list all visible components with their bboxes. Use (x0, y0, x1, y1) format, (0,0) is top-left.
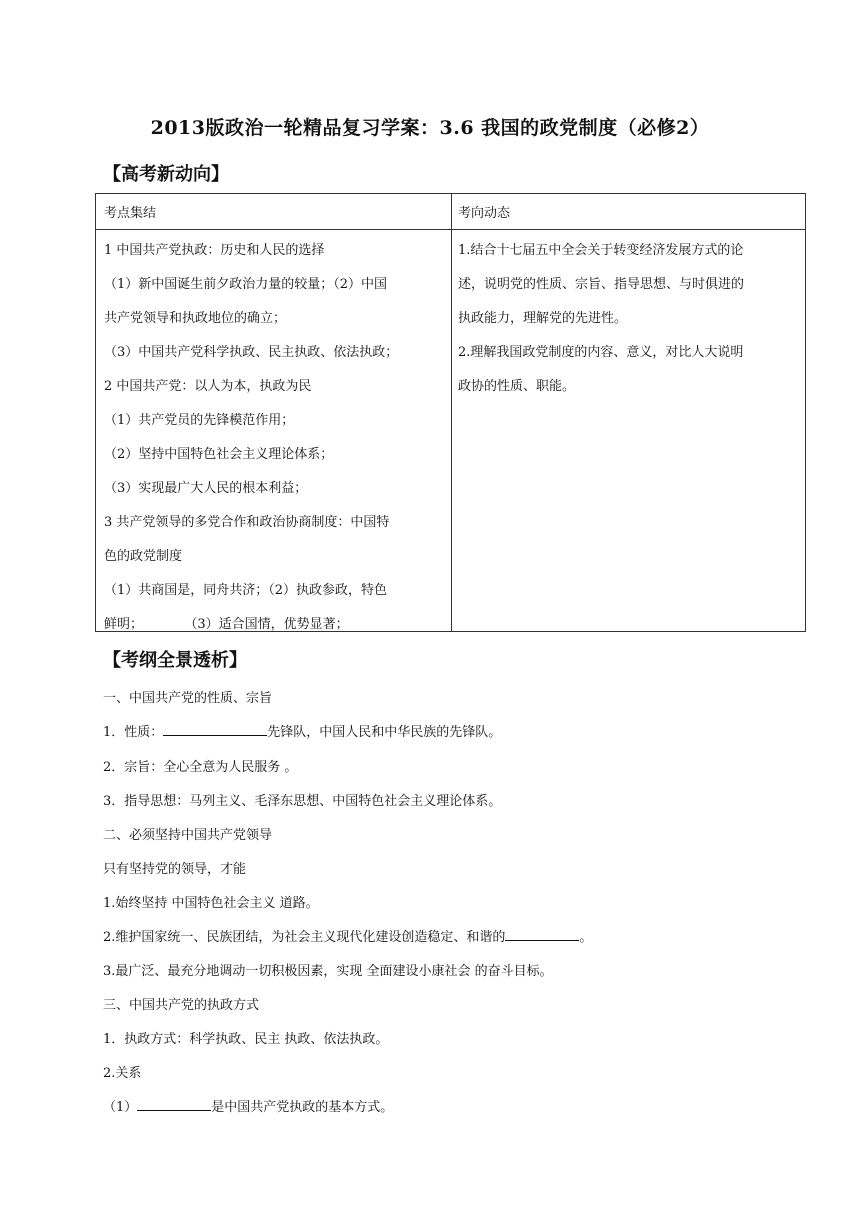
table-line: 色的政党制度 (104, 549, 183, 564)
body-line: 1.始终坚持 中国特色社会主义 道路。 (103, 896, 319, 911)
fill-blank (137, 1098, 211, 1111)
exam-points-table (95, 193, 806, 632)
body-line (103, 721, 501, 740)
table-line: （3）实现最广大人民的根本利益； (104, 481, 308, 496)
table-divider-vertical (451, 194, 452, 631)
body-text: （1） (103, 1100, 138, 1115)
table-line: 鲜明； （3）适合国情，优势显著； (104, 617, 349, 632)
fill-blank (163, 723, 267, 736)
body-line: 2．宗旨：全心全意为人民服务 。 (103, 760, 298, 775)
table-line: 政协的性质、职能。 (458, 379, 576, 394)
table-line: 1.结合十七届五中全会关于转变经济发展方式的论 (458, 243, 744, 258)
body-line (103, 1096, 393, 1115)
table-line: 述，说明党的性质、宗旨、指导思想、与时俱进的 (458, 277, 745, 292)
table-line: 2 中国共产党：以人为本，执政为民 (104, 379, 312, 394)
body-text: 是中国共产党执政的基本方式。 (211, 1100, 394, 1115)
body-line: 2.关系 (103, 1066, 142, 1081)
table-line: （3）中国共产党科学执政、民主执政、依法执政； (104, 345, 399, 360)
body-line: 只有坚持党的领导，才能 (103, 862, 247, 877)
table-cell-right (458, 234, 798, 404)
table-line: 3 共产党领导的多党合作和政治协商制度：中国特 (104, 515, 390, 530)
section-heading-syllabus: 【考纲全景透析】 (103, 650, 247, 671)
section-heading-trends: 【高考新动向】 (103, 164, 229, 185)
body-text: 2.维护国家统一、民族团结，为社会主义现代化建设创造稳定、和谐的 (103, 930, 506, 945)
body-text: 先锋队，中国人民和中华民族的先锋队。 (267, 725, 502, 740)
table-line: 执政能力，理解党的先进性。 (458, 311, 628, 326)
table-line: （1）共产党员的先锋模范作用； (104, 413, 295, 428)
table-header-left: 考点集结 (104, 206, 157, 221)
table-header-right: 考向动态 (458, 206, 511, 221)
body-text: 。 (579, 930, 593, 945)
body-line: 3.最广泛、最充分地调动一切积极因素，实现 全面建设小康社会 的奋斗目标。 (103, 964, 553, 979)
body-text: 1．性质： (103, 725, 164, 740)
body-line (103, 926, 592, 945)
body-line: 1．执政方式：科学执政、民主 执政、依法执政。 (103, 1032, 389, 1047)
table-line: 2.理解我国政党制度的内容、意义，对比人大说明 (458, 345, 744, 360)
table-line: （2）坚持中国特色社会主义理论体系； (104, 447, 334, 462)
table-line: （1）新中国诞生前夕政治力量的较量；（2）中国 (104, 277, 388, 292)
body-line: 3．指导思想：马列主义、毛泽东思想、中国特色社会主义理论体系。 (103, 794, 502, 809)
body-line: 一、中国共产党的性质、宗旨 (103, 691, 273, 706)
body-line: 三、中国共产党的执政方式 (103, 998, 260, 1013)
page-title: 2013版政治一轮精品复习学案：3.6 我国的政党制度（必修2） (150, 117, 710, 139)
table-line: （1）共商国是，同舟共济；（2）执政参政，特色 (104, 583, 388, 598)
table-cell-left (104, 234, 439, 642)
fill-blank (505, 928, 579, 941)
table-line: 共产党领导和执政地位的确立； (104, 311, 287, 326)
table-line: 1 中国共产党执政：历史和人民的选择 (104, 243, 325, 258)
body-line: 二、必须坚持中国共产党领导 (103, 828, 273, 843)
